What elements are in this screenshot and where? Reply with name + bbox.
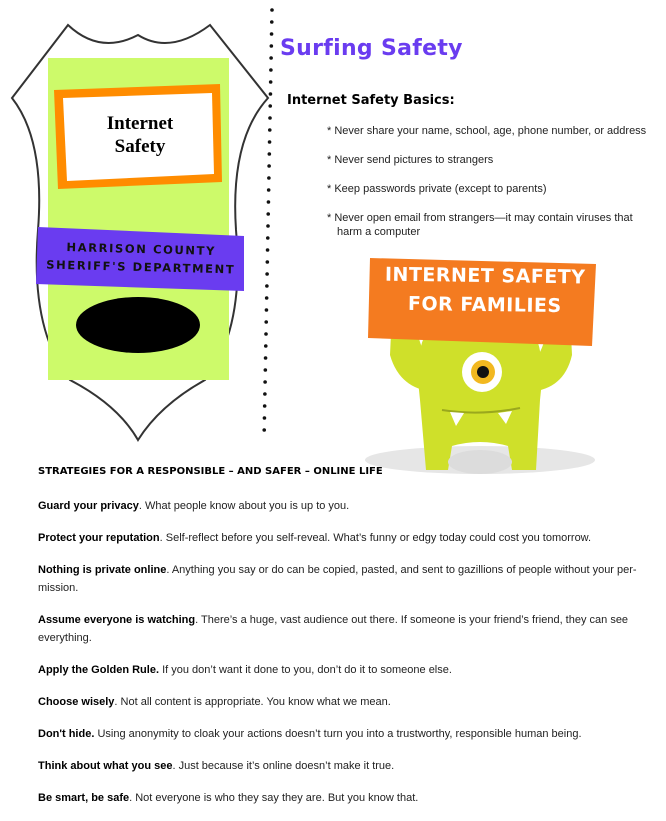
basics-heading: Internet Safety Basics: [287, 93, 455, 108]
divider-dot [267, 176, 271, 180]
strategy-lead: Protect your reputation [38, 532, 160, 544]
divider-dot [262, 428, 266, 432]
basics-item: * Never share your name, school, age, phone number, or address [327, 125, 647, 137]
strategy-lead: Guard your privacy [38, 500, 139, 512]
sheriff-badge [0, 0, 270, 460]
strategy-text: . Self-reflect before you self-reveal. What’s funny or edgy today could cost you tomorrow. [159, 532, 592, 544]
divider-dot [264, 320, 268, 324]
divider-dot [264, 344, 268, 348]
strategy-item [38, 661, 648, 679]
divider-dot [265, 296, 269, 300]
dotted-divider [258, 6, 278, 438]
badge-title-line1: Internet [106, 113, 174, 134]
divider-dot [266, 248, 270, 252]
badge-oval [76, 297, 200, 353]
badge-title [60, 112, 220, 158]
basics-item: * Never open email from strangers—it may contain viruses that harm a computer [327, 212, 633, 238]
divider-dot [263, 404, 267, 408]
strategy-item [38, 611, 648, 647]
strategy-text: . Not all content is appropriate. You know what we mean. [114, 696, 391, 708]
divider-dot [269, 68, 273, 72]
strategy-text: . There’s a huge, vast audience out there. If someone is your friend’s friend, they can see everything. [38, 614, 629, 644]
divider-dot [269, 92, 273, 96]
divider-dot [263, 380, 267, 384]
monster-eye-pupil [477, 366, 489, 378]
strategy-text: . Just because it’s online doesn’t make it true. [172, 760, 395, 772]
divider-dot [269, 56, 273, 60]
strategy-item [38, 529, 648, 547]
basics-item: * Never send pictures to strangers [327, 154, 494, 166]
divider-dot [269, 80, 273, 84]
strategy-item [38, 497, 648, 515]
sign-line2: FOR FAMILIES [407, 292, 562, 318]
strategy-text: If you don’t want it done to you, don’t do it to someone else. [159, 664, 452, 676]
strategy-item [38, 725, 648, 743]
strategies-heading: STRATEGIES FOR A RESPONSIBLE – AND SAFER – ONLINE LIFE [38, 466, 383, 477]
divider-dot [270, 32, 274, 36]
strategy-item [38, 757, 648, 775]
divider-dot [270, 44, 274, 48]
divider-dot [268, 128, 272, 132]
sign-text [370, 260, 601, 321]
strategy-lead: Nothing is private online [38, 564, 167, 576]
divider-dot [265, 272, 269, 276]
divider-dot [264, 332, 268, 336]
divider-dot [268, 116, 272, 120]
divider-dot [268, 104, 272, 108]
strategy-lead: Think about what you see [38, 760, 173, 772]
divider-dot [270, 20, 274, 24]
strategy-item [38, 693, 648, 711]
divider-dot [263, 416, 267, 420]
page-title: Surfing Safety [280, 36, 463, 61]
divider-dot [268, 152, 272, 156]
strategy-item [38, 561, 648, 597]
divider-dot [270, 8, 274, 12]
divider-dot [267, 200, 271, 204]
divider-dot [265, 308, 269, 312]
divider-dot [266, 236, 270, 240]
divider-dot [267, 188, 271, 192]
strategy-text: . What people know about you is up to you. [138, 500, 350, 512]
strategy-lead: Don't hide. [38, 728, 95, 740]
strategies-list [38, 497, 648, 821]
strategy-text: Using anonymity to cloak your actions doesn’t turn you into a trustworthy, responsible human being. [94, 728, 582, 740]
strategy-lead: Apply the Golden Rule. [38, 664, 160, 676]
strategy-lead: Be smart, be safe [38, 792, 130, 804]
monster-belly [448, 450, 512, 474]
divider-dot [263, 392, 267, 396]
strategy-text: . Not everyone is who they say they are. But you know that. [129, 792, 419, 804]
divider-dot [268, 140, 272, 144]
badge-department [38, 237, 245, 278]
divider-dot [267, 164, 271, 168]
divider-dot [266, 224, 270, 228]
divider-dot [265, 284, 269, 288]
badge-title-line2: Safety [114, 136, 166, 157]
badge-department-line1: HARRISON COUNTY [66, 240, 217, 258]
badge-department-line2: SHERIFF'S DEPARTMENT [46, 257, 236, 277]
divider-dot [266, 212, 270, 216]
strategy-text: . Anything you say or do can be copied, pasted, and sent to gazillions of people without your per-mission. [38, 564, 637, 594]
sign-line1: INTERNET SAFETY [384, 263, 586, 289]
divider-dot [266, 260, 270, 264]
strategy-lead: Choose wisely [38, 696, 115, 708]
strategy-item [38, 789, 648, 807]
divider-dot [264, 368, 268, 372]
strategy-lead: Assume everyone is watching [38, 614, 196, 626]
basics-item: * Keep passwords private (except to parents) [327, 183, 547, 195]
divider-dot [264, 356, 268, 360]
basics-list [327, 124, 657, 254]
